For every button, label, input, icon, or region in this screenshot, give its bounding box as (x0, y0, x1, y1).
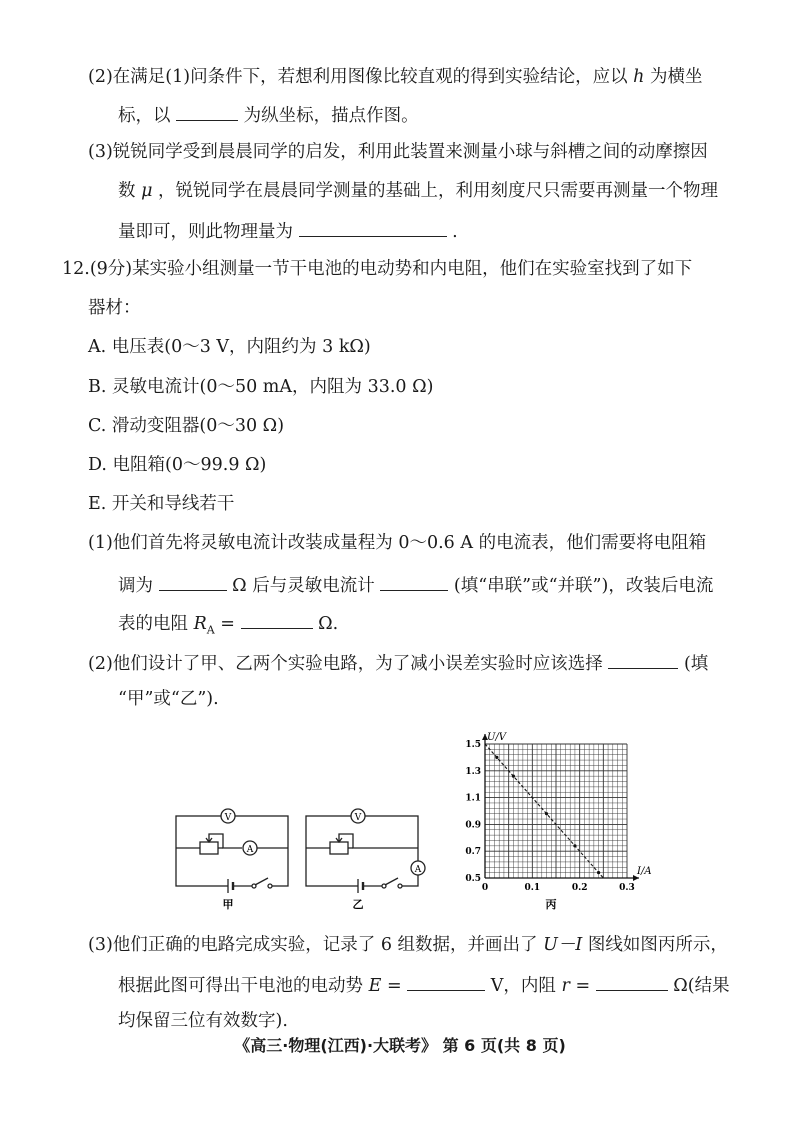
q12-p2-line1 (88, 650, 708, 675)
ammeter-label: A (414, 865, 422, 875)
answer-blank-internal-resistance[interactable] (596, 972, 668, 991)
equipment-item (88, 415, 284, 437)
q12-p3-text-e: Ω(结果 (673, 976, 730, 996)
equipment-item-e: E. 开关和导线若干 (88, 494, 235, 514)
q12-p1-text: (1)他们首先将灵敏电流计改装成量程为 0～0.6 A 的电流表，他们需要将电阻箱 (88, 533, 707, 553)
y-tick-label: 1.3 (465, 766, 481, 777)
answer-blank-emf[interactable] (407, 972, 485, 991)
q12-p1-text-c: Ω 后与灵敏电流计 (232, 576, 375, 596)
circuit-yi-frame (306, 816, 418, 886)
circuit-jia (168, 800, 294, 910)
voltmeter-label: V (354, 813, 362, 823)
q11-p3-text: (3)锐锐同学受到晨晨同学的启发，利用此装置来测量小球与斜槽之间的动摩擦因 (88, 142, 708, 162)
data-point (512, 775, 515, 778)
var-UI: U－I (543, 935, 583, 955)
q11-p3-line3 (118, 218, 458, 243)
x-tick-label: 0 (481, 883, 489, 893)
x-axis-label: I/A (637, 866, 652, 877)
q12-intro-text-b: 器材： (88, 298, 141, 318)
circuit-jia-caption: 甲 (222, 898, 234, 910)
q12-p1-text-f: Ω. (318, 614, 339, 634)
q12-p3-text-d: V，内阻 (490, 976, 556, 996)
q12-p3-line3 (118, 1010, 288, 1032)
circuit-jia-frame (176, 816, 288, 886)
q11-p3-text-e: . (452, 222, 458, 242)
rheostat-icon (200, 842, 218, 854)
q12-p1-line1 (88, 532, 706, 554)
page-footer (0, 1033, 800, 1056)
equals-sign: = (386, 976, 402, 996)
y-tick-label: 1.5 (465, 740, 481, 750)
data-point (573, 844, 576, 847)
ui-chart (455, 728, 665, 912)
equipment-item-b: B. 灵敏电流计(0～50 mA，内阻为 33.0 Ω) (88, 377, 434, 397)
answer-blank-resistance[interactable] (159, 572, 227, 591)
answer-blank-circuit-choice[interactable] (608, 650, 678, 669)
q12-p3-text-c: 根据此图可得出干电池的电动势 (118, 976, 363, 996)
equipment-item (88, 454, 266, 476)
q12-p1-line2 (118, 572, 713, 597)
answer-blank-connection[interactable] (380, 572, 448, 591)
rheostat-icon (330, 842, 348, 854)
chart-caption: 丙 (545, 898, 557, 911)
q11-p3-line2 (118, 180, 718, 202)
chart-axes (482, 734, 639, 881)
q11-p2-text: (2)在满足(1)问条件下，若想利用图像比较直观的得到实验结论，应以 (88, 67, 628, 87)
var-h: h (633, 67, 645, 87)
var-mu: μ (141, 181, 153, 201)
data-point (495, 756, 498, 759)
var-r: r (561, 976, 570, 996)
q12-intro-text: 12.(9分)某实验小组测量一节干电池的电动势和内电阻，他们在实验室找到了如下 (62, 259, 693, 279)
q12-intro-line1 (62, 258, 692, 280)
q12-p1-text-e: 表的电阻 (118, 614, 188, 634)
q11-p2-text-d: 为纵坐标，描点作图。 (243, 106, 419, 126)
var-E: E (368, 976, 382, 996)
q11-p2-text-c: 标，以 (118, 106, 171, 126)
equipment-item-c: C. 滑动变阻器(0～30 Ω) (88, 416, 285, 436)
answer-blank-quantity[interactable] (299, 218, 447, 237)
q11-p3-text-c: ，锐锐同学在晨晨同学测量的基础上，利用刻度尺只需要再测量一个物理 (158, 181, 719, 201)
answer-blank-ammeter-resistance[interactable] (241, 610, 313, 629)
q11-p3-line1 (88, 141, 708, 163)
equipment-item (88, 493, 234, 515)
q12-p2-text: (2)他们设计了甲、乙两个实验电路，为了减小误差实验时应该选择 (88, 654, 603, 674)
q12-p1-text-b: 调为 (118, 576, 153, 596)
data-point (545, 812, 548, 815)
data-point (597, 871, 600, 874)
q11-p2-line2 (118, 102, 419, 127)
q12-p2-text-c: “甲”或“乙”). (118, 689, 219, 709)
q11-p3-text-b: 数 (118, 181, 136, 201)
chart-series (485, 744, 603, 878)
q12-p3-text-f: 均保留三位有效数字). (118, 1011, 288, 1031)
q12-p3-line1 (88, 934, 728, 956)
q12-p3-line2 (118, 972, 730, 997)
q11-p2-text-b: 为横坐 (650, 67, 703, 87)
x-tick-label: 0.2 (571, 883, 588, 893)
q12-p1-text-d: (填“串联”或“并联”)，改装后电流 (453, 576, 714, 596)
equipment-item-d: D. 电阻箱(0～99.9 Ω) (88, 455, 267, 475)
q12-p2-line2 (118, 688, 219, 710)
y-tick-label: 0.5 (465, 874, 481, 884)
circuit-yi-caption: 乙 (352, 898, 364, 910)
answer-blank-ordinate[interactable] (176, 102, 238, 121)
footer-text: 《高三·物理(江西)·大联考》 第 6 页(共 8 页) (234, 1036, 566, 1055)
chart-grid (485, 744, 627, 878)
y-tick-label: 0.7 (465, 847, 481, 858)
x-tick-label: 0.1 (524, 883, 541, 893)
series-line (485, 744, 603, 878)
x-tick-label: 0.3 (619, 883, 635, 893)
q12-p3-text: (3)他们正确的电路完成实验，记录了 6 组数据，并画出了 (88, 935, 538, 955)
equipment-item-a: A. 电压表(0～3 V，内阻约为 3 kΩ) (88, 337, 371, 357)
equipment-item (88, 336, 371, 358)
var-R-sub: A (206, 623, 215, 637)
q11-p3-text-d: 量即可，则此物理量为 (118, 222, 293, 242)
var-R: R (193, 614, 207, 634)
q12-p3-text-b: 图线如图丙所示， (587, 935, 728, 955)
q12-intro-line2 (88, 297, 141, 319)
equals-sign-2: = (575, 976, 591, 996)
q12-p2-text-b: (填 (683, 654, 709, 674)
y-axis-label: U/V (487, 732, 507, 743)
q12-p1-line3 (118, 610, 338, 642)
y-tick-label: 1.1 (465, 793, 481, 804)
chart-ticks (465, 740, 635, 893)
ammeter-label: A (246, 845, 254, 855)
q11-p2-line1 (88, 66, 703, 88)
equals-sign: = (220, 614, 235, 634)
voltmeter-label: V (224, 813, 232, 823)
circuit-yi (298, 800, 434, 910)
equipment-item (88, 376, 433, 398)
y-tick-label: 0.9 (465, 820, 481, 831)
